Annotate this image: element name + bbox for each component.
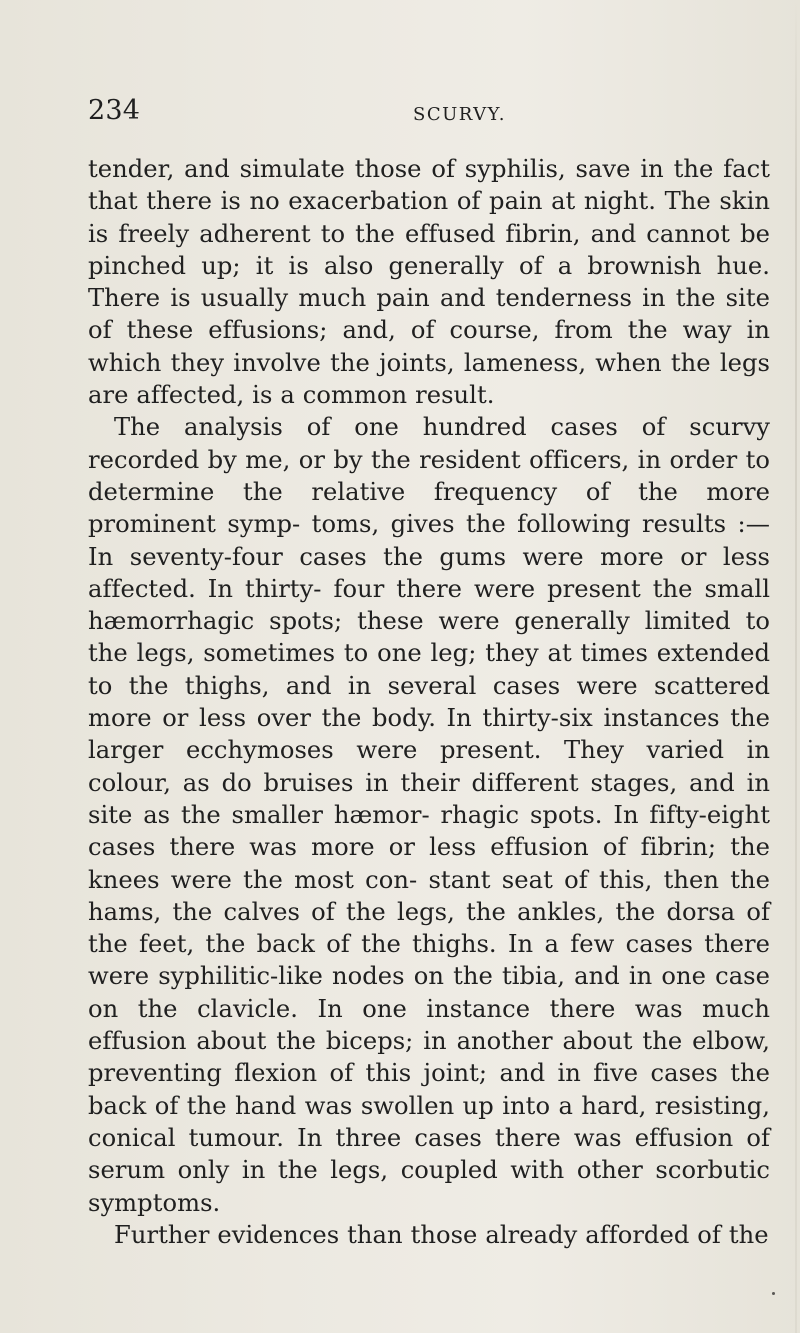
- page-edge-shadow: [795, 0, 797, 1333]
- running-head: SCURVY.: [413, 104, 506, 125]
- paragraph-3: Further evidences than those already afforded of the: [114, 1220, 769, 1249]
- page-number: 234: [88, 95, 141, 126]
- print-speck: [772, 1292, 775, 1295]
- paragraph-1: tender, and simulate those of syphilis, save in the fact that there is no exacerbation of pain at night. The skin is freely adherent to the effused fibrin, and cannot be pinched up; it is also generally of a brownish hue. There is usually much pain and tenderness in the site of these effusions; and, of course, from the way in which they involve the joints, lameness, when the legs are affected, is a common result.: [88, 155, 770, 410]
- body-text: [88, 153, 770, 1251]
- paragraph-2: The analysis of one hundred cases of scurvy recorded by me, or by the resident officers, in order to determine the relative frequency of the more prominent symp- toms, gives the following results :—In seventy-four cases the gums were more or less affected. In thirty- four there were present the small hæmorrhagic spots; these were generally limited to the legs, sometimes to one leg; they at times extended to the thighs, and in several cases were scattered more or less over the body. In thirty-six instances the larger ecchymoses were present. They varied in colour, as do bruises in their different stages, and in site as the smaller hæmor- rhagic spots. In fifty-eight cases there was more or less effusion of fibrin; the knees were the most con- stant seat of this, then the hams, the calves of the legs, the ankles, the dorsa of the feet, the back of the thighs. In a few cases there were syphilitic-like nodes on the tibia, and in one case on the clavicle. In one instance there was much effusion about the biceps; in another about the elbow, preventing flexion of this joint; and in five cases the back of the hand was swollen up into a hard, resisting, conical tumour. In three cases there was effusion of serum only in the legs, coupled with other scorbutic symptoms.: [88, 413, 770, 1217]
- page-header: [88, 95, 800, 135]
